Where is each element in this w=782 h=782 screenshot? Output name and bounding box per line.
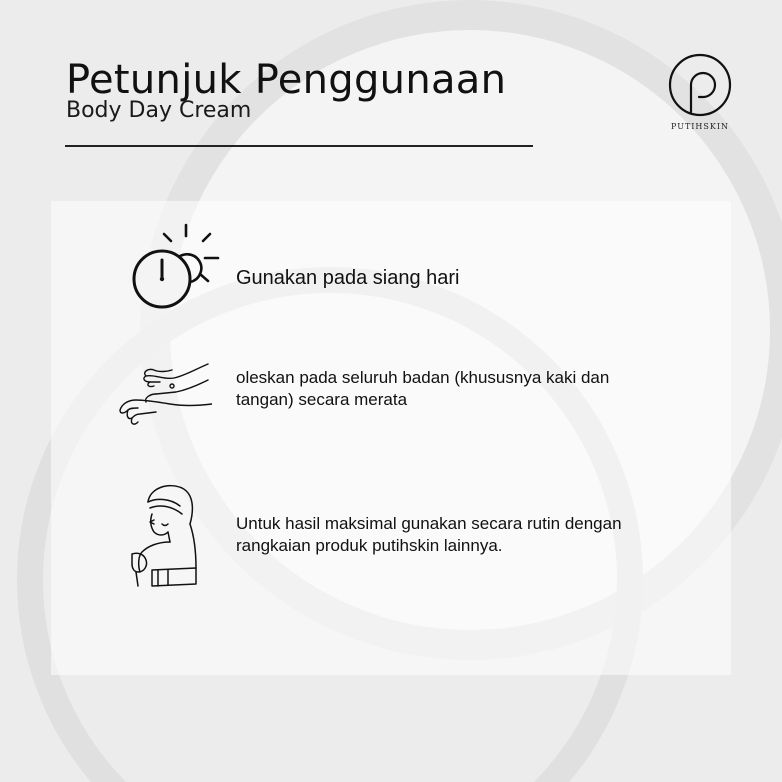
brand-logo — [662, 50, 738, 140]
title-divider — [65, 145, 533, 147]
step-text: Untuk hasil maksimal gunakan secara rutin dengan rangkaian produk putihskin lainnya. — [236, 514, 622, 555]
logo-mark-icon — [667, 52, 733, 118]
page-title: Petunjuk Penggunaan — [66, 57, 507, 103]
step-text: oleskan pada seluruh badan (khususnya kaki dan tangan) secara merata — [236, 368, 610, 409]
clock-sun-icon — [128, 222, 224, 314]
page-subtitle: Body Day Cream — [66, 98, 252, 123]
step-text: Gunakan pada siang hari — [236, 267, 460, 289]
logo-text: PUTIHSKIN — [670, 122, 730, 131]
person-towel-icon — [128, 480, 204, 590]
hand-apply-icon — [116, 360, 212, 428]
